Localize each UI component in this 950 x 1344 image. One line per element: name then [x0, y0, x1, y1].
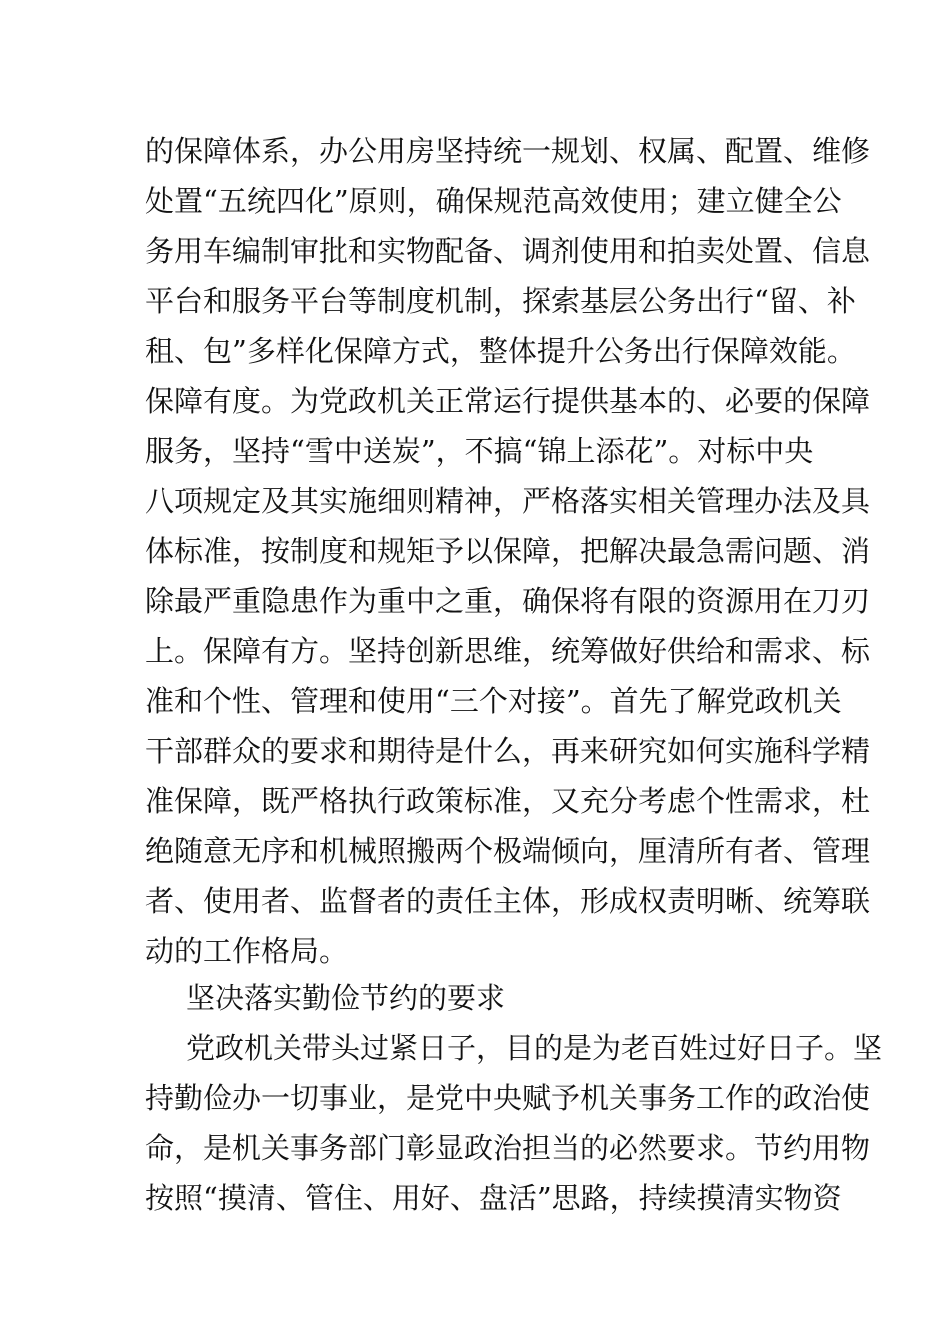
- body-text-line: 动的工作格局。: [145, 934, 349, 968]
- body-text-line: 命，是机关事务部门彰显政治担当的必然要求。节约用物: [145, 1131, 871, 1165]
- body-text-line: 务用车编制审批和实物配备、调剂使用和拍卖处置、信息: [145, 234, 871, 268]
- body-text-line: 按照“摸清、管住、用好、盘活”思路，持续摸清实物资: [145, 1181, 842, 1215]
- body-text-line: 的保障体系，办公用房坚持统一规划、权属、配置、维修: [145, 134, 871, 168]
- body-text-line: 体标准，按制度和规矩予以保障，把解决最急需问题、消: [145, 534, 871, 568]
- body-text-line: 绝随意无序和机械照搬两个极端倾向，厘清所有者、管理: [145, 834, 871, 868]
- body-text-line: 处置“五统四化”原则，确保规范高效使用；建立健全公: [145, 184, 842, 218]
- body-text-line: 者、使用者、监督者的责任主体，形成权责明晰、统筹联: [145, 884, 871, 918]
- body-text-line: 除最严重隐患作为重中之重，确保将有限的资源用在刀刃: [145, 584, 871, 618]
- body-text-line: 党政机关带头过紧日子，目的是为老百姓过好日子。坚: [186, 1031, 883, 1065]
- body-text-line: 准保障，既严格执行政策标准，又充分考虑个性需求，杜: [145, 784, 871, 818]
- body-text-line: 八项规定及其实施细则精神，严格落实相关管理办法及具: [145, 484, 871, 518]
- body-text-line: 服务，坚持“雪中送炭”，不搞“锦上添花”。对标中央: [145, 434, 814, 468]
- body-text-line: 准和个性、管理和使用“三个对接”。首先了解党政机关: [145, 684, 842, 718]
- body-text-line: 平台和服务平台等制度机制，探索基层公务出行“留、补: [145, 284, 856, 318]
- body-text-line: 持勤俭办一切事业，是党中央赋予机关事务工作的政治使: [145, 1081, 871, 1115]
- section-heading: 坚决落实勤俭节约的要求: [186, 981, 506, 1015]
- body-text-line: 上。保障有方。坚持创新思维，统筹做好供给和需求、标: [145, 634, 871, 668]
- body-text-line: 干部群众的要求和期待是什么，再来研究如何实施科学精: [145, 734, 871, 768]
- body-text-line: 保障有度。为党政机关正常运行提供基本的、必要的保障: [145, 384, 871, 418]
- body-text-line: 租、包”多样化保障方式，整体提升公务出行保障效能。: [145, 334, 856, 368]
